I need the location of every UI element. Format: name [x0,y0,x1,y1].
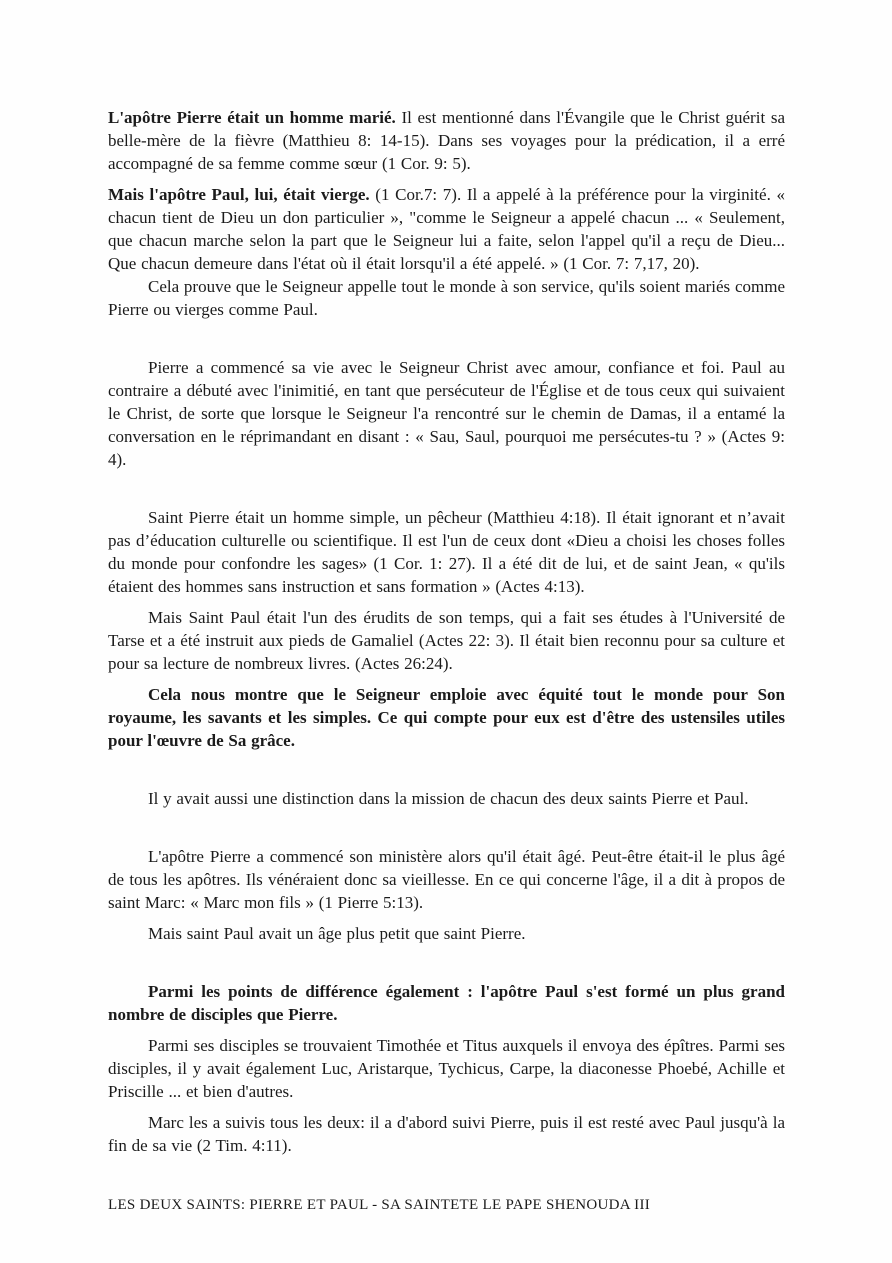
paragraph-8: Il y avait aussi une distinction dans la mission de chacun des deux saints Pierre et Paul. [148,789,749,808]
paragraph-12: Parmi ses disciples se trouvaient Timothée et Titus auxquels il envoya des épîtres. Parmi ses disciples, il y avait également Luc, Aristarque, Tychicus, Carpe, la diaconesse Phoebé, Achille et Priscille ... et bien d'autres. [108,1036,785,1101]
paragraph-2-lead: Mais l'apôtre Paul, lui, était vierge. [108,185,370,204]
paragraph-5: Saint Pierre était un homme simple, un pêcheur (Matthieu 4:18). Il était ignorant et n’avait pas d’éducation culturelle ou scientifique. Il est l'un de ceux dont «Dieu a choisi les choses folles du monde pour confondre les sages» (1 Cor. 1: 27). Il a été dit de lui, et de saint Jean, « qu'ils étaient des hommes sans instruction et sans formation » (Actes 4:13). [108,508,785,596]
paragraph-2-text: (1 Cor.7: 7). Il a appelé à la préférence pour la virginité. « chacun tient de Dieu un don particulier », "comme le Seigneur a appelé chacun ... « Seulement, que chacun marche selon la part que le Seigneur lui a faite, selon l'appel qu'il a reçu de Dieu... Que chacun demeure dans l'état où il était lorsqu'il a été appelé. » (1 Cor. 7: 7,17, 20). [108,185,785,273]
paragraph-3: Cela prouve que le Seigneur appelle tout le monde à son service, qu'ils soient mariés comme Pierre ou vierges comme Paul. [108,277,785,319]
paragraph-1-text: Il est mentionné dans l'Évangile que le Christ guérit sa belle-mère de la fièvre (Matthieu 8: 14-15). Dans ses voyages pour la prédication, il a erré accompagné de sa femme comme sœur (1 Cor. 9: 5). [108,108,785,173]
paragraph-13: Marc les a suivis tous les deux: il a d'abord suivi Pierre, puis il est resté avec Paul jusqu'à la fin de sa vie (2 Tim. 4:11). [108,1113,785,1155]
paragraph-9: L'apôtre Pierre a commencé son ministère alors qu'il était âgé. Peut-être était-il le plus âgé de tous les apôtres. Ils vénéraient donc sa vieillesse. En ce qui concerne l'âge, il a dit à propos de saint Marc: « Marc mon fils » (1 Pierre 5:13). [108,847,785,912]
page-footer-title: LES DEUX SAINTS: PIERRE ET PAUL - SA SAINTETE LE PAPE SHENOUDA III [108,1197,651,1213]
paragraph-6: Mais Saint Paul était l'un des érudits de son temps, qui a fait ses études à l'Université de Tarse et a été instruit aux pieds de Gamaliel (Actes 22: 3). Il était bien reconnu pour sa culture et pour sa lecture de nombreux livres. (Actes 26:24). [108,608,785,673]
paragraph-4: Pierre a commencé sa vie avec le Seigneur Christ avec amour, confiance et foi. Paul au contraire a débuté avec l'inimitié, en tant que persécuteur de l'Église et de tous ceux qui suivaient le Christ, de sorte que lorsque le Seigneur l'a rencontré sur le chemin de Damas, il a entamé la conversation en le réprimandant en disant : « Sau, Saul, pourquoi me persécutes-tu ? » (Actes 9: 4). [108,358,785,469]
paragraph-1-lead: L'apôtre Pierre était un homme marié. [108,108,396,127]
paragraph-1 [108,106,785,175]
paragraph-10: Mais saint Paul avait un âge plus petit que saint Pierre. [148,924,526,943]
paragraph-2 [108,183,785,275]
paragraph-7: Cela nous montre que le Seigneur emploie avec équité tout le monde pour Son royaume, les savants et les simples. Ce qui compte pour eux est d'être des ustensiles utiles pour l'œuvre de Sa grâce. [108,685,785,750]
paragraph-11: Parmi les points de différence également : l'apôtre Paul s'est formé un plus grand nombre de disciples que Pierre. [108,982,785,1024]
